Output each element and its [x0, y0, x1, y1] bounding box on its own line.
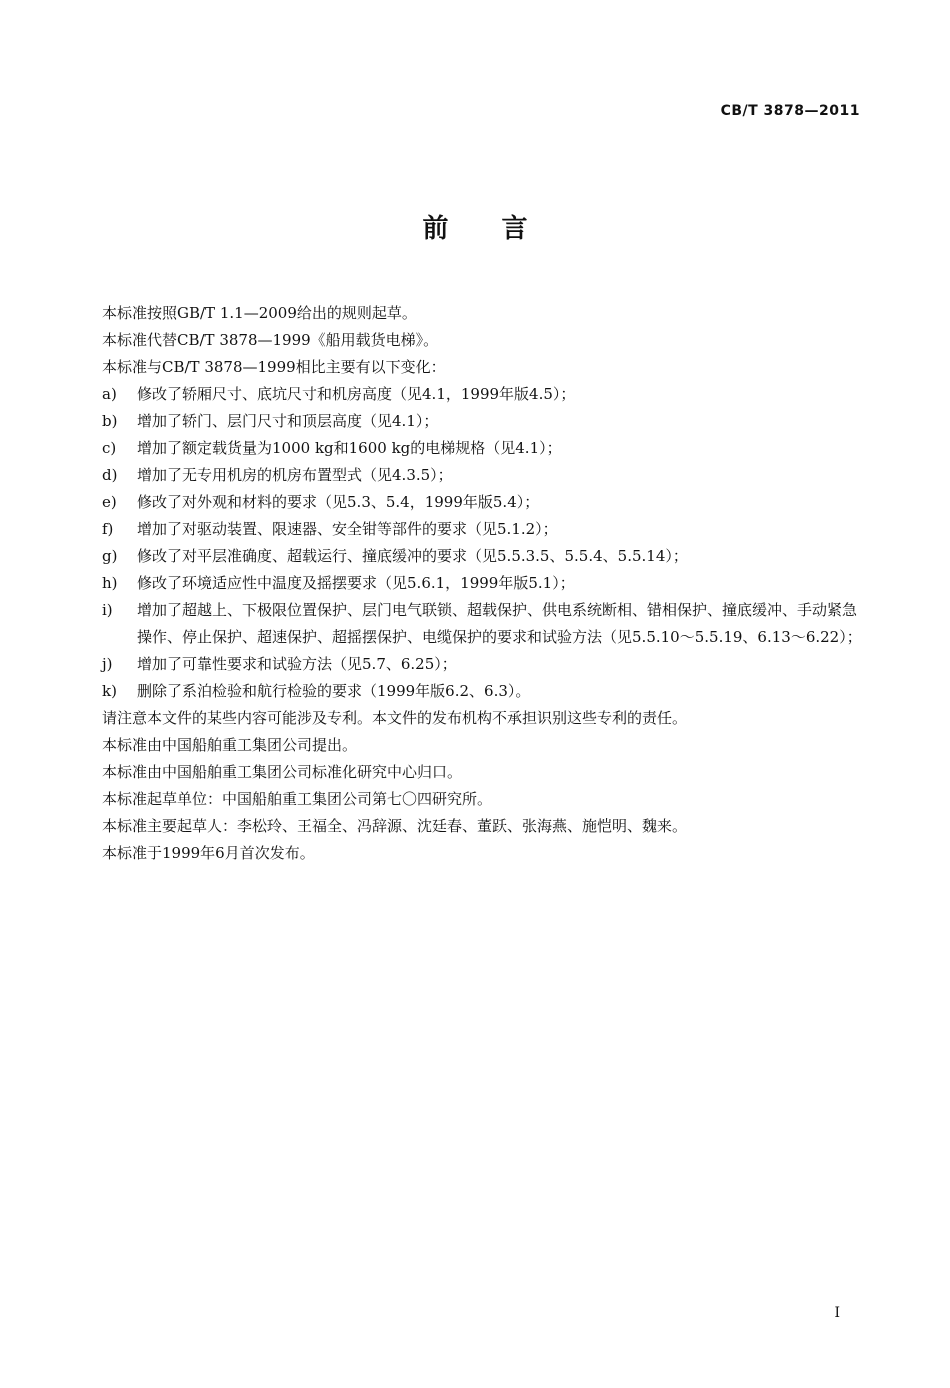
drafting-unit-statement: 本标准起草单位：中国船舶重工集团公司第七〇四研究所。	[102, 790, 493, 808]
change-item-label: k)	[102, 682, 117, 700]
change-item-label: a)	[102, 385, 117, 403]
intro-line: 本标准代替CB/T 3878—1999《船用载货电梯》。	[102, 331, 439, 349]
change-item-text: 增加了对驱动装置、限速器、安全钳等部件的要求（见5.1.2）；	[137, 520, 558, 538]
change-item	[102, 651, 862, 678]
change-item-label: d)	[102, 466, 118, 484]
page-title: 前 言	[422, 214, 550, 244]
change-item-label: e)	[102, 493, 117, 511]
change-item-label: b)	[102, 412, 118, 430]
change-item-text: 增加了轿门、层门尺寸和顶层高度（见4.1）；	[137, 412, 439, 430]
change-item-text: 修改了对外观和材料的要求（见5.3、5.4，1999年版5.4）；	[137, 493, 540, 511]
intro-line: 本标准与CB/T 3878—1999相比主要有以下变化：	[102, 358, 446, 376]
change-item	[102, 435, 862, 462]
foreword-body	[102, 300, 862, 867]
intro-line: 本标准按照GB/T 1.1—2009给出的规则起草。	[102, 304, 417, 322]
change-item-text: 修改了对平层准确度、超载运行、撞底缓冲的要求（见5.5.3.5、5.5.4、5.5.14）；	[137, 547, 688, 565]
change-item-text: 增加了无专用机房的机房布置型式（见4.3.5）；	[137, 466, 453, 484]
change-item-label: g)	[102, 547, 118, 565]
change-item-label: f)	[102, 520, 114, 538]
drafters-statement: 本标准主要起草人：李松玲、王福全、冯辞源、沈廷春、董跃、张海燕、施恺明、魏来。	[102, 817, 688, 835]
change-item-text: 增加了可靠性要求和试验方法（见5.7、6.25）；	[137, 655, 457, 673]
change-item-label: c)	[102, 439, 117, 457]
change-item-text: 修改了轿厢尺寸、底坑尺寸和机房高度（见4.1，1999年版4.5）；	[137, 385, 576, 403]
change-item-label: h)	[102, 574, 118, 592]
change-item-text: 增加了额定载货量为1000 kg和1600 kg的电梯规格（见4.1）；	[137, 439, 562, 457]
standard-code: CB/T 3878—2011	[720, 103, 860, 119]
change-item-text: 增加了超越上、下极限位置保护、层门电气联锁、超载保护、供电系统断相、错相保护、撞底缓冲、手动紧急操作、停止保护、超速保护、超摇摆保护、电缆保护的要求和试验方法（见5.5.10～5.5.19、6.13～6.22）；	[137, 601, 862, 646]
change-item	[102, 516, 862, 543]
change-item	[102, 489, 862, 516]
change-item	[102, 597, 862, 651]
change-item-text: 修改了环境适应性中温度及摇摆要求（见5.6.1，1999年版5.1）；	[137, 574, 575, 592]
first-issue-statement: 本标准于1999年6月首次发布。	[102, 844, 315, 862]
proposer-statement: 本标准由中国船舶重工集团公司提出。	[102, 736, 358, 754]
change-item	[102, 570, 862, 597]
patent-notice: 请注意本文件的某些内容可能涉及专利。本文件的发布机构不承担识别这些专利的责任。	[102, 709, 688, 727]
centralized-unit-statement: 本标准由中国船舶重工集团公司标准化研究中心归口。	[102, 763, 463, 781]
change-item	[102, 462, 862, 489]
change-item	[102, 381, 862, 408]
change-item-label: j)	[102, 655, 113, 673]
change-item-label: i)	[102, 601, 113, 619]
change-item	[102, 543, 862, 570]
change-item-text: 删除了系泊检验和航行检验的要求（1999年版6.2、6.3）。	[137, 682, 531, 700]
change-item	[102, 408, 862, 435]
page-number: I	[834, 1305, 840, 1321]
change-item	[102, 678, 862, 705]
